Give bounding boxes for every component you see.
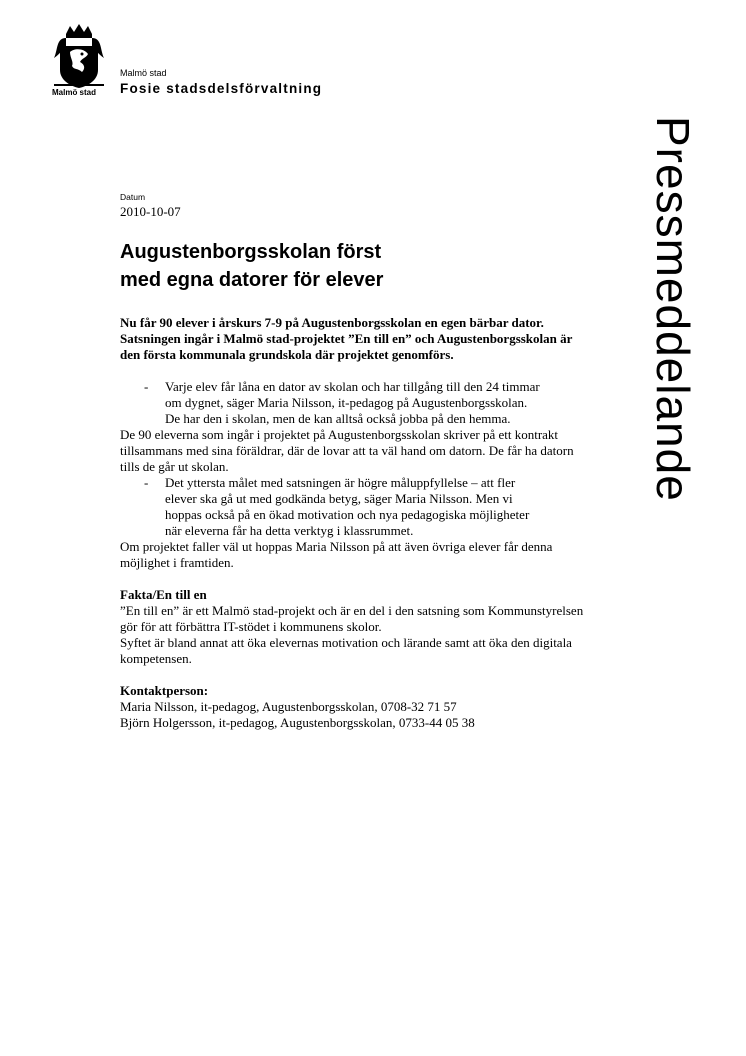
quote-1-line-1: Varje elev får låna en dator av skolan och har tillgång till den 24 timmar	[165, 379, 540, 394]
date-label: Datum	[120, 192, 146, 202]
facts-paragraph-1: ”En till en” är ett Malmö stad-projekt och är en del i den satsning som Kommunstyrelsen gör för att förbättra IT-stödet i kommunens skolor.	[120, 603, 584, 634]
quote-item-2	[120, 475, 590, 539]
contact-heading: Kontaktperson:	[120, 683, 209, 698]
dash-bullet: -	[144, 379, 149, 394]
body-paragraph-2: Om projektet faller väl ut hoppas Maria Nilsson på att även övriga elever får denna möjlighet i framtiden.	[120, 539, 553, 570]
title-line-1: Augustenborgsskolan först	[120, 241, 382, 263]
organisation-name: Malmö stad	[120, 68, 167, 78]
body-paragraph-1: De 90 eleverna som ingår i projektet på Augustenborgsskolan skriver på ett kontrakt tillsammans med sina föräldrar, där de lovar att ta väl hand om datorn. De får ha datorn tills de går ut skolan.	[120, 427, 574, 474]
department-name: Fosie stadsdelsförvaltning	[120, 81, 323, 96]
dash-bullet: -	[144, 475, 149, 490]
side-label-pressmeddelande: Pressmeddelande	[647, 116, 699, 502]
article-body	[120, 315, 590, 731]
contact-line-2: Björn Holgersson, it-pedagog, Augustenborgsskolan, 0733-44 05 38	[120, 715, 475, 730]
quote-1-line-2: om dygnet, säger Maria Nilsson, it-pedagog på Augustenborgsskolan.	[165, 395, 528, 410]
page-title	[120, 238, 540, 294]
facts-paragraph-2: Syftet är bland annat att öka elevernas motivation och lärande samt att öka den digitala kompetensen.	[120, 635, 572, 666]
facts-heading: Fakta/En till en	[120, 587, 207, 602]
quote-2-line-4: när eleverna får ha detta verktyg i klassrummet.	[165, 523, 414, 538]
quote-2-line-3: hoppas också på en ökad motivation och nya pedagogiska möjligheter	[165, 507, 530, 522]
quote-2-line-1: Det yttersta målet med satsningen är högre måluppfyllelse – att fler	[165, 475, 516, 490]
quote-item-1	[120, 379, 590, 427]
quote-1-line-3: De har den i skolan, men de kan alltså också jobba på den hemma.	[165, 411, 511, 426]
lead-paragraph: Nu får 90 elever i årskurs 7-9 på Augustenborgsskolan en egen bärbar dator. Satsningen ingår i Malmö stad-projektet ”En till en” och Augustenborgsskolan är den första kommunala grundskola där projektet genomförs.	[120, 315, 573, 362]
date-value: 2010-10-07	[120, 204, 181, 219]
logo-caption: Malmö stad	[52, 88, 97, 97]
quote-2-line-2: elever ska gå ut med godkända betyg, säger Maria Nilsson. Men vi	[165, 491, 513, 506]
contact-line-1: Maria Nilsson, it-pedagog, Augustenborgsskolan, 0708-32 71 57	[120, 699, 457, 714]
title-line-2: med egna datorer för elever	[120, 269, 384, 291]
